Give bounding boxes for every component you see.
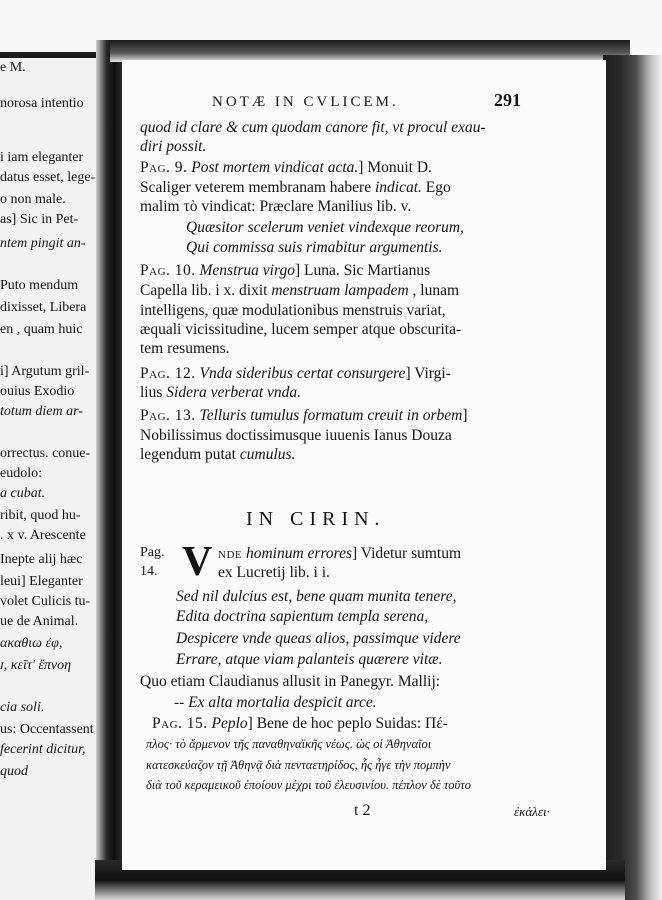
text-run: Pag. 12. (140, 365, 196, 382)
note-line (140, 137, 206, 156)
text-run: æquali vicissitudine, lucem semper atque obscurita- (140, 321, 462, 338)
left-page-line: a cubat. (0, 486, 46, 501)
left-page-line: dixisset, Libera (0, 300, 87, 315)
left-page-line: quod (0, 764, 28, 779)
left-page-line: fecerint dicitur, (0, 742, 86, 757)
note-line (140, 158, 432, 177)
note-line (140, 383, 301, 402)
text-run: Nobilissimus doctissimusque iuuenis Ianus Douza (140, 427, 452, 444)
text-run: Capella lib. i x. dixit (140, 282, 272, 299)
verse-line: Edita doctrina sapientum templa serena, (176, 608, 429, 625)
note-line (140, 281, 459, 300)
ciris-second-line (218, 563, 330, 582)
left-page-line: o non male. (0, 192, 66, 207)
text-run: ] Bene de hoc peplo Suidas: Πέ- (247, 715, 448, 732)
text-run: quod id clare & cum quodam canore fit, vt procul exau- (140, 119, 486, 136)
left-page-line: Inepte alij hæc (0, 552, 83, 567)
text-run: intelligens, quæ modulationibus menstruis variat, (140, 302, 446, 319)
left-page-line: leui] Eleganter (0, 574, 83, 589)
text-run: ] Monuit D. (358, 159, 432, 176)
text-run: indicat. (374, 179, 422, 196)
text-run: , lunam (408, 282, 460, 299)
text-run: Quo etiam Claudianus allusit in Panegyr. Mallij: (140, 673, 441, 690)
drop-cap: V (182, 539, 213, 585)
text-run: menstruam lampadem (271, 282, 409, 299)
right-page (122, 60, 606, 870)
note-line (146, 756, 451, 775)
text-run: -- Ex alta mortalia despicit arce. (174, 694, 377, 711)
note-line (140, 445, 295, 464)
running-title: NOTÆ IN CVLICEM. (212, 94, 399, 110)
left-page-line: volet Culicis tu- (0, 594, 91, 609)
text-run: πλος· τὸ ἄρμενον τῆς παναθηναϊκῆς νέως. ὡς οἱ Ἀθηναῖοι (146, 737, 432, 751)
text-run: Quæsitor scelerum veniet vindexque reorum, (186, 219, 464, 236)
text-run: tem resumens. (140, 340, 230, 357)
ciris-first-line (218, 544, 461, 563)
left-page-line: en , quam huic (0, 322, 83, 337)
note-line (140, 197, 411, 216)
note-line (186, 238, 442, 257)
note-line (140, 406, 467, 425)
catchword: ἐκάλει· (514, 804, 550, 819)
text-run: lius (140, 384, 167, 401)
running-header (122, 90, 592, 116)
note-line (146, 735, 431, 754)
left-page-line: ouius Exodio (0, 384, 75, 399)
note-line (140, 364, 451, 383)
note-line (140, 339, 230, 358)
left-page-line: as] Sic in Pet- (0, 212, 79, 227)
left-page-line: Puto mendum (0, 278, 79, 293)
page-number: 291 (494, 90, 521, 110)
text-run: Qui commissa suis rimabitur argumentis. (186, 239, 443, 256)
verse-line: Despicere vnde queas alios, passimque videre (176, 630, 461, 647)
section-title: IN CIRIN. (246, 508, 386, 530)
text-run: nde (218, 545, 243, 562)
left-page-line: us: Occentassent (0, 722, 94, 737)
text-run: ex Lucretij lib. i i. (218, 564, 330, 581)
left-page-line: totum diem ar- (0, 404, 83, 419)
signature-mark: t 2 (354, 802, 371, 819)
ciris-ref-label: Pag. (140, 545, 165, 560)
text-run: Telluris tumulus formatum creuit in orbem (195, 407, 463, 424)
text-run: Pag. 13. (140, 407, 196, 424)
left-page-line: norosa intentio (0, 96, 84, 111)
note-line (186, 218, 464, 237)
left-page-line: ɪ, κεῖτ' ἔπνοη (0, 658, 72, 673)
page-top-edge (110, 40, 630, 62)
note-line (174, 693, 377, 712)
note-line (140, 118, 486, 137)
text-run: Pag. 9. (140, 159, 188, 176)
text-run: diri possit. (140, 138, 207, 155)
page-fore-edge (603, 55, 662, 900)
text-run: malim τὸ vindicat: Præclare Manilius lib. v. (140, 198, 412, 215)
left-page-line: datus esset, lege- (0, 170, 96, 185)
left-page-line: ακαθιω ἐφ, (0, 636, 63, 651)
left-page-line: eudolo: (0, 466, 42, 481)
left-page-line: ribit, quod hu- (0, 508, 81, 523)
left-page-line: i iam eleganter (0, 150, 84, 165)
text-run: Menstrua virgo (195, 262, 295, 279)
note-line (140, 178, 451, 197)
verse-line: Sed nil dulcius est, bene quam munita tenere, (176, 588, 457, 605)
text-run: cumulus. (239, 446, 296, 463)
text-run: Pag. 10. (140, 262, 196, 279)
text-run: ] Videtur sumtum (352, 545, 462, 562)
text-run: διὰ τοῦ κεραμεικοῦ ἐποίουν μέχρι τοῦ ἐλευσινίου. πέπλον δὲ τοῦτο (146, 778, 472, 792)
text-run: legendum putat (140, 446, 240, 463)
note-line (140, 426, 452, 445)
left-page-line: cia soli. (0, 700, 45, 715)
left-page-line: orrectus. conue- (0, 446, 91, 461)
left-page-line: ntem pingit an- (0, 236, 86, 251)
text-run: Pag. 15. (152, 715, 208, 732)
text-run: Peplo (207, 715, 248, 732)
note-line (152, 714, 448, 733)
text-run: ] Virgi- (405, 365, 451, 382)
text-run: Sidera verberat vnda. (166, 384, 302, 401)
verse-line: Errare, atque viam palanteis quærere vitæ. (176, 651, 443, 668)
text-run: κατεσκεύαζον τῇ Ἀθηνᾷ διὰ πενταετηρίδος, ἧς ἦγε τὴν πομπὴν (146, 758, 451, 772)
text-run: Vnda sideribus certat consurgere (195, 365, 406, 382)
text-run: Ego (421, 179, 451, 196)
left-page-line: . x v. Arescente (0, 528, 86, 543)
text-run: ] (462, 407, 468, 424)
text-run: ] Luna. Sic Martianus (294, 262, 431, 279)
note-line (146, 776, 471, 795)
note-line (140, 672, 440, 691)
text-run: Scaliger veterem membranam habere (140, 179, 375, 196)
text-run: hominum errores (242, 545, 353, 562)
left-page-line: e M. (0, 60, 26, 75)
ciris-ref-num: 14. (140, 564, 158, 579)
text-run: Post mortem vindicat acta. (187, 159, 359, 176)
note-line (140, 261, 430, 280)
left-page-line: ue de Animal. (0, 614, 79, 629)
note-line (140, 320, 461, 339)
note-line (140, 301, 446, 320)
left-page-line: i] Argutum gril- (0, 364, 90, 379)
